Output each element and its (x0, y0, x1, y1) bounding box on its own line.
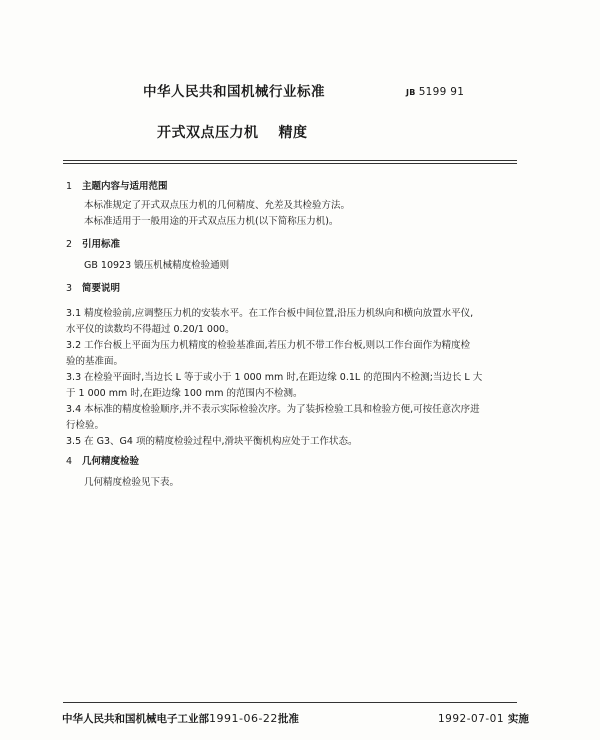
document-title-main: 开式双点压力机 (157, 125, 259, 141)
section-4-number: 4 (66, 456, 73, 467)
section-1-number: 1 (66, 181, 73, 192)
section-3-line-1: 3.1 精度检验前,应调整压力机的安装水平。在工作台板中间位置,沿压力机纵向和横向放置水平仪, (66, 308, 474, 319)
section-3-line-7: 3.4 本标准的精度检验顺序,并不表示实际检验次序。为了装拆检验工具和检验方便,可按任意次序进 (66, 404, 480, 415)
section-3-heading (66, 280, 120, 294)
section-3-line-4: 验的基准面。 (66, 356, 124, 367)
section-3-line-6: 于 1 000 mm 时,在距边缘 100 mm 的范围内不检测。 (66, 388, 303, 399)
org-title: 中华人民共和国机械行业标准 (143, 84, 325, 100)
section-3-line-9: 3.5 在 G3、G4 项的精度检验过程中,滑块平衡机构应处于工作状态。 (66, 436, 358, 447)
standard-prefix: JB (406, 88, 416, 97)
document-title-sub: 精度 (278, 125, 308, 141)
section-2-heading (66, 236, 120, 250)
implementation-date: 1992-07-01 (438, 713, 505, 725)
implementation-label: 实施 (507, 713, 529, 725)
approval-date: 1991-06-22 (209, 712, 278, 725)
section-1-line-1: 本标准规定了开式双点压力机的几何精度、允差及其检验方法。 (84, 200, 351, 211)
section-4-line-1: 几何精度检验见下表。 (84, 477, 180, 488)
section-3-line-5: 3.3 在检验平面时,当边长 L 等于或小于 1 000 mm 时,在距边缘 0.1L 的范围内不检测;当边长 L 大 (66, 372, 483, 383)
bottom-rule (63, 702, 517, 703)
approval-line (62, 711, 299, 726)
section-4-title: 几何精度检验 (82, 456, 140, 467)
document-title (157, 122, 308, 142)
top-rule (63, 160, 517, 161)
top-rule-inner (63, 163, 517, 164)
section-3-line-3: 3.2 工作台板上平面为压力机精度的检验基准面,若压力机不带工作台板,则以工作台面作为精度检 (66, 340, 471, 351)
approval-org: 中华人民共和国机械电子工业部 (62, 713, 209, 725)
section-2-line-1: GB 10923 锻压机械精度检验通则 (84, 260, 230, 271)
section-3-line-2: 水平仪的读数均不得超过 0.20/1 000。 (66, 324, 235, 335)
section-3-line-8: 行检验。 (66, 420, 105, 431)
section-3-number: 3 (66, 283, 73, 294)
section-1-title: 主题内容与适用范围 (82, 181, 168, 192)
standard-code: 5199 91 (418, 86, 465, 98)
section-2-number: 2 (66, 239, 73, 250)
section-2-title: 引用标准 (82, 239, 121, 250)
section-1-line-2: 本标准适用于一般用途的开式双点压力机(以下简称压力机)。 (84, 216, 339, 227)
section-1-heading (66, 178, 168, 192)
approval-label: 批准 (277, 713, 299, 725)
section-3-title: 简要说明 (82, 283, 121, 294)
section-4-heading (66, 453, 139, 467)
standard-number (406, 86, 464, 98)
implementation-line (438, 711, 529, 726)
